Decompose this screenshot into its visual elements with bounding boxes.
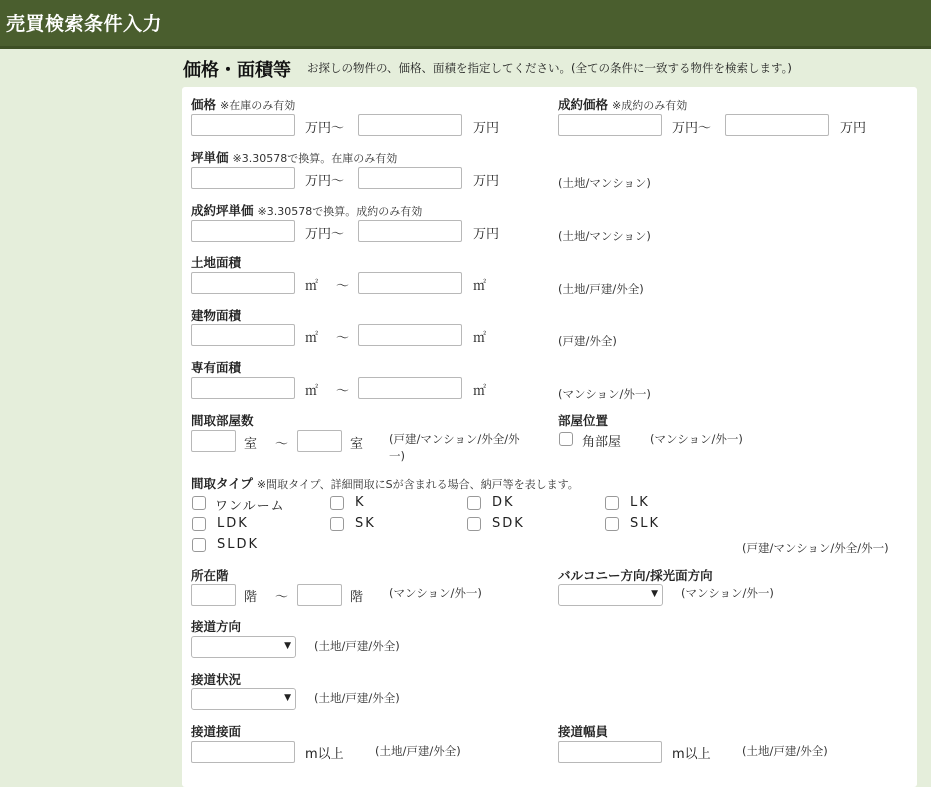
layout-sdk-checkbox[interactable] bbox=[467, 517, 481, 531]
tsubo-price-unit-from: 万円〜 bbox=[305, 174, 345, 189]
road-frontage-scope: (土地/戸建/外全) bbox=[375, 744, 461, 758]
land-area-tilde: 〜 bbox=[336, 279, 350, 294]
tsubo-price-scope: (土地/マンション) bbox=[558, 176, 651, 190]
page-title: 売買検索条件入力 bbox=[6, 13, 163, 35]
layout-lk-checkbox[interactable] bbox=[605, 496, 619, 510]
floor-unit-from: 階 bbox=[244, 590, 258, 605]
layout-dk-checkbox[interactable] bbox=[467, 496, 481, 510]
tsubo-price-unit-to: 万円 bbox=[473, 174, 500, 189]
road-status-label: 接道状況 bbox=[191, 672, 242, 687]
floor-tilde: 〜 bbox=[275, 590, 289, 605]
contract-price-note: ※成約のみ有効 bbox=[612, 99, 688, 112]
layout-ldk-checkbox[interactable] bbox=[192, 517, 206, 531]
land-area-to-input[interactable] bbox=[358, 272, 462, 294]
balcony-direction-select[interactable] bbox=[558, 584, 663, 606]
exclusive-area-unit-from: ㎡ bbox=[305, 384, 319, 399]
layout-slk-label: SLK bbox=[630, 516, 661, 531]
land-area-from-input[interactable] bbox=[191, 272, 295, 294]
road-width-unit: m以上 bbox=[672, 747, 711, 762]
tsubo-price-label: 坪単価 ※3.30578で換算。在庫のみ有効 bbox=[191, 150, 398, 165]
layout-sk-label: SK bbox=[355, 516, 376, 531]
rooms-unit-from: 室 bbox=[244, 437, 258, 452]
dropdown-arrow-icon: ▼ bbox=[284, 641, 291, 651]
room-position-scope: (マンション/外一) bbox=[650, 432, 743, 446]
building-area-tilde: 〜 bbox=[336, 331, 350, 346]
rooms-to-input[interactable] bbox=[297, 430, 342, 452]
layout-sk-checkbox[interactable] bbox=[330, 517, 344, 531]
layout-type-label: 間取タイプ ※間取タイプ、詳細間取にSが含まれる場合、納戸等を表します。 bbox=[191, 476, 579, 491]
contract-price-from-input[interactable] bbox=[558, 114, 662, 136]
land-area-unit-to: ㎡ bbox=[473, 279, 487, 294]
layout-sdk-label: SDK bbox=[492, 516, 525, 531]
contract-tsubo-price-unit-from: 万円〜 bbox=[305, 227, 345, 242]
floor-label: 所在階 bbox=[191, 568, 229, 583]
app-header bbox=[0, 0, 931, 49]
layout-k-checkbox[interactable] bbox=[330, 496, 344, 510]
price-note: ※在庫のみ有効 bbox=[220, 99, 296, 112]
contract-price-unit-to: 万円 bbox=[840, 121, 867, 136]
building-area-to-input[interactable] bbox=[358, 324, 462, 346]
building-area-unit-from: ㎡ bbox=[305, 331, 319, 346]
floor-to-input[interactable] bbox=[297, 584, 342, 606]
rooms-label: 間取部屋数 bbox=[191, 413, 254, 428]
tsubo-price-from-input[interactable] bbox=[191, 167, 295, 189]
land-area-unit-from: ㎡ bbox=[305, 279, 319, 294]
rooms-unit-to: 室 bbox=[350, 437, 364, 452]
layout-dk-label: DK bbox=[492, 495, 515, 510]
corner-room-label: 角部屋 bbox=[582, 435, 622, 450]
layout-k-label: K bbox=[355, 495, 366, 510]
contract-tsubo-price-unit-to: 万円 bbox=[473, 227, 500, 242]
layout-sldk-checkbox[interactable] bbox=[192, 538, 206, 552]
contract-tsubo-price-label: 成約坪単価 ※3.30578で換算。成約のみ有効 bbox=[191, 203, 423, 218]
contract-tsubo-price-scope: (土地/マンション) bbox=[558, 229, 651, 243]
exclusive-area-label: 専有面積 bbox=[191, 360, 242, 375]
layout-type-note: ※間取タイプ、詳細間取にSが含まれる場合、納戸等を表します。 bbox=[256, 478, 579, 491]
price-label: 価格 ※在庫のみ有効 bbox=[191, 97, 296, 112]
road-status-scope: (土地/戸建/外全) bbox=[314, 691, 400, 705]
dropdown-arrow-icon: ▼ bbox=[284, 693, 291, 703]
tsubo-price-note: ※3.30578で換算。在庫のみ有効 bbox=[232, 152, 398, 165]
layout-slk-checkbox[interactable] bbox=[605, 517, 619, 531]
contract-price-to-input[interactable] bbox=[725, 114, 829, 136]
section-description: お探しの物件の、価格、面積を指定してください。(全ての条件に一致する物件を検索します。) bbox=[307, 61, 792, 75]
road-direction-label: 接道方向 bbox=[191, 619, 242, 634]
price-to-input[interactable] bbox=[358, 114, 462, 136]
exclusive-area-to-input[interactable] bbox=[358, 377, 462, 399]
land-area-scope: (土地/戸建/外全) bbox=[558, 282, 644, 296]
floor-scope: (マンション/外一) bbox=[389, 586, 482, 600]
road-frontage-label: 接道接面 bbox=[191, 724, 242, 739]
balcony-direction-scope: (マンション/外一) bbox=[681, 586, 774, 600]
rooms-scope-line1: (戸建/マンション/外全/外 bbox=[389, 432, 520, 446]
building-area-unit-to: ㎡ bbox=[473, 331, 487, 346]
rooms-tilde: 〜 bbox=[275, 437, 289, 452]
price-unit-from: 万円〜 bbox=[305, 121, 345, 136]
road-status-select[interactable] bbox=[191, 688, 296, 710]
corner-room-checkbox[interactable] bbox=[559, 432, 573, 446]
exclusive-area-scope: (マンション/外一) bbox=[558, 387, 651, 401]
building-area-label: 建物面積 bbox=[191, 308, 242, 323]
price-from-input[interactable] bbox=[191, 114, 295, 136]
layout-ldk-label: LDK bbox=[217, 516, 249, 531]
price-unit-to: 万円 bbox=[473, 121, 500, 136]
floor-from-input[interactable] bbox=[191, 584, 236, 606]
road-width-input[interactable] bbox=[558, 741, 662, 763]
layout-oneroom-checkbox[interactable] bbox=[192, 496, 206, 510]
rooms-scope-line2: 一) bbox=[389, 449, 405, 463]
contract-tsubo-price-to-input[interactable] bbox=[358, 220, 462, 242]
exclusive-area-unit-to: ㎡ bbox=[473, 384, 487, 399]
balcony-direction-label: バルコニー方向/採光面方向 bbox=[558, 568, 713, 583]
road-direction-scope: (土地/戸建/外全) bbox=[314, 639, 400, 653]
exclusive-area-from-input[interactable] bbox=[191, 377, 295, 399]
contract-price-unit-from: 万円〜 bbox=[672, 121, 712, 136]
road-width-label: 接道幅員 bbox=[558, 724, 609, 739]
dropdown-arrow-icon: ▼ bbox=[651, 589, 658, 599]
building-area-scope: (戸建/外全) bbox=[558, 334, 617, 348]
land-area-label: 土地面積 bbox=[191, 255, 242, 270]
layout-lk-label: LK bbox=[630, 495, 650, 510]
contract-price-label: 成約価格 ※成約のみ有効 bbox=[558, 97, 688, 112]
tsubo-price-to-input[interactable] bbox=[358, 167, 462, 189]
contract-tsubo-price-note: ※3.30578で換算。成約のみ有効 bbox=[257, 205, 423, 218]
search-form-panel bbox=[182, 87, 917, 787]
road-frontage-input[interactable] bbox=[191, 741, 295, 763]
floor-unit-to: 階 bbox=[350, 590, 364, 605]
exclusive-area-tilde: 〜 bbox=[336, 384, 350, 399]
section-title: 価格・面積等 bbox=[183, 60, 291, 81]
building-area-from-input[interactable] bbox=[191, 324, 295, 346]
road-width-scope: (土地/戸建/外全) bbox=[742, 744, 828, 758]
rooms-from-input[interactable] bbox=[191, 430, 236, 452]
road-frontage-unit: m以上 bbox=[305, 747, 344, 762]
layout-oneroom-label: ワンルーム bbox=[215, 499, 285, 514]
layout-sldk-label: SLDK bbox=[217, 537, 260, 552]
road-direction-select[interactable] bbox=[191, 636, 296, 658]
layout-type-scope: (戸建/マンション/外全/外一) bbox=[742, 541, 889, 555]
contract-tsubo-price-from-input[interactable] bbox=[191, 220, 295, 242]
room-position-label: 部屋位置 bbox=[558, 413, 609, 428]
